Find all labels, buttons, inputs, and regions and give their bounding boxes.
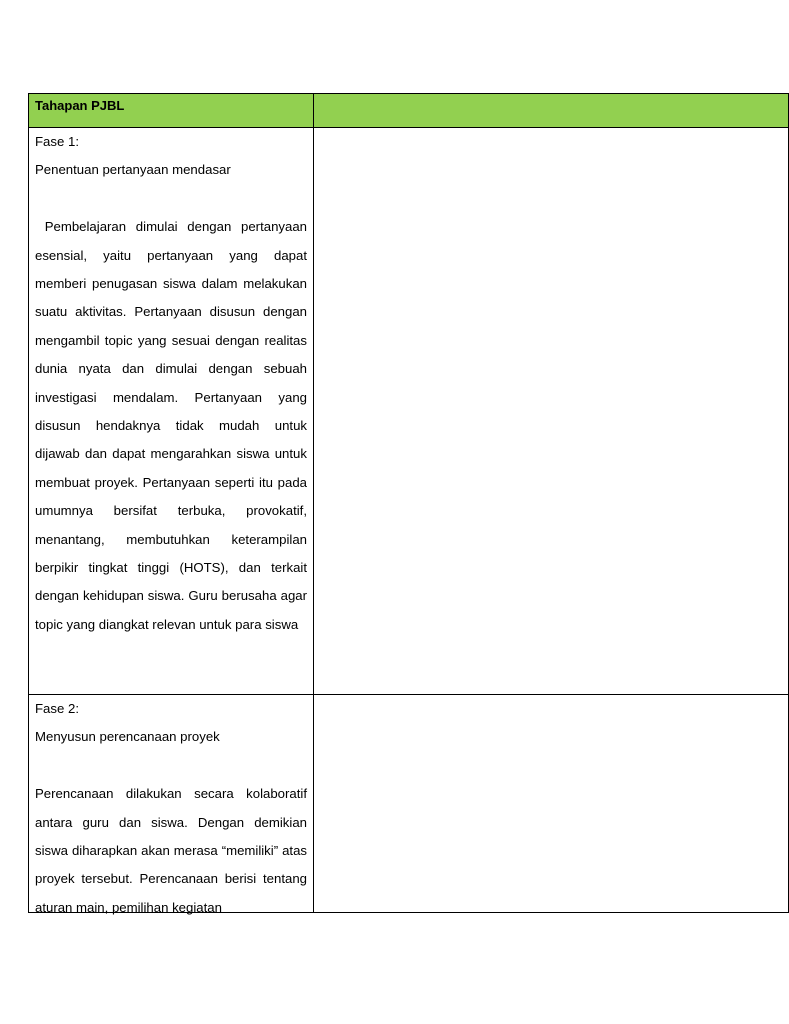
phase-description: Pembelajaran dimulai dengan pertanyaan esensial, yaitu pertanyaan yang dapat memberi penugasan siswa dalam melakukan suatu aktivitas. Pertanyaan disusun dengan mengambil topic yang sesuai dengan realitas dunia nyata dan dimulai dengan sebuah investigasi mendalam. Pertanyaan yang disusun hendaknya tidak mudah untuk dijawab dan dapat mengarahkan siswa untuk membuat proyek. Pertanyaan seperti itu pada umumnya bersifat terbuka, provokatif, menantang, membutuhkan keterampilan berpikir tingkat tinggi (HOTS), dan terkait dengan kehidupan siswa. Guru berusaha agar topic yang diangkat relevan untuk para siswa <box>35 219 311 632</box>
phase-label: Fase 1: <box>35 134 79 149</box>
blank-line <box>35 752 307 780</box>
table-header-row <box>29 94 789 128</box>
table-row <box>29 695 789 913</box>
phase-cell <box>29 128 314 695</box>
phase-label: Fase 2: <box>35 701 79 716</box>
header-column-2 <box>314 94 789 128</box>
blank-line <box>35 185 307 213</box>
phase-cell <box>29 695 314 913</box>
phase-description: Perencanaan dilakukan secara kolaboratif antara guru dan siswa. Dengan demikian siswa diharapkan akan merasa “memiliki” atas proyek tersebut. Perencanaan berisi tentang aturan main, pemilihan kegiatan <box>35 786 307 915</box>
phase-title: Menyusun perencanaan proyek <box>35 729 220 745</box>
detail-cell <box>314 128 789 695</box>
table-row <box>29 128 789 695</box>
header-tahapan-pjbl: Tahapan PJBL <box>29 94 314 128</box>
detail-cell <box>314 695 789 913</box>
phase-title: Penentuan pertanyaan mendasar <box>35 162 231 178</box>
pjbl-table <box>28 93 789 913</box>
